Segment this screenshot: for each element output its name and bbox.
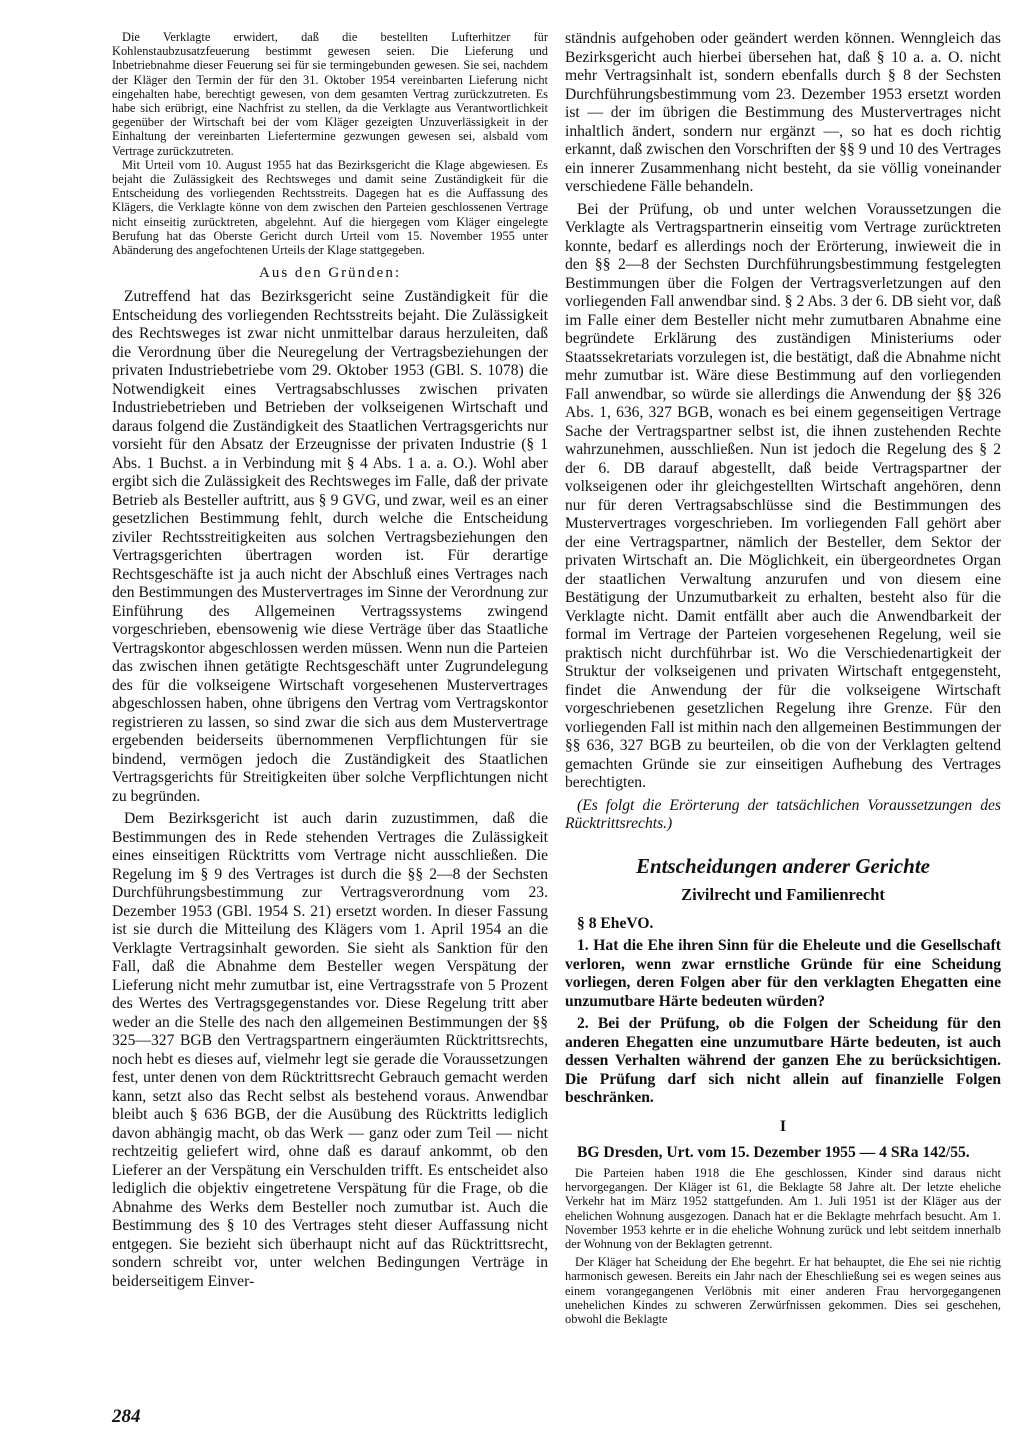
body-paragraph-1: Zutreffend hat das Bezirksgericht seine Zuständigkeit für die Entscheidung des vorliegenden Rechtsstreits bejaht. Die Zulässigkeit des Rechtsweges ist zwar nicht unmittelbar daraus herzuleiten, daß die Verordnung über die Neuregelung der Vertragsbeziehungen der privaten Industriebetriebe vom 29. Oktober 1953 (GBl. S. 1078) die Notwendigkeit eines Vertragsabschlusses zwischen privaten Industriebetrieben und Betrieben der volkseigenen Wirtschaft und daraus folgend die Zuständigkeit des Staatlichen Vertragsgerichts nur vorsieht für den Absatz der Erzeugnisse der privaten Industrie (§ 1 Abs. 1 Buchst. a in Verbindung mit § 4 Abs. 1 a. a. O.). Wohl aber ergibt sich die Zulässigkeit des Rechtsweges im Falle, daß der private Betrieb als Besteller auftritt, aus § 9 GVG, und zwar, weil es an einer gesetzlichen Bestimmung fehlt, durch welche die Entscheidung ziviler Rechtsstreitigkeiten aus solchen Vertragsbeziehungen den Vertragsgerichten übertragen worden ist. Für derartige Rechtsgeschäfte ist ja auch nicht der Abschluß eines Vertrages nach den Bestimmungen des Mustervertrages im Sinne der Verordnung zur Einführung des Allgemeinen Vertragssystems zwingend vorgeschrieben, ebensowenig wie diese Verträge über das Staatliche Vertragskontor abgeschlossen werden müssen. Wenn nun die Parteien das zwischen ihnen getätigte Rechtsgeschäft unter Zugrundelegung des für die volkseigene Wirtschaft vorgesehenen Mustervertrages abgeschlossen haben, ohne übrigens den Vertrag vom Vertragskontor registrieren zu lassen, so sind zwar die sich aus dem Mustervertrage ergebenden beiderseits übernommenen Verpflichtungen für sie bindend, vermögen jedoch die Zuständigkeit des Staatlichen Vertragsgerichts für Streitigkeiten über solche Verpflichtungen nicht zu begründen. [112, 288, 548, 805]
right-column [565, 30, 1001, 1326]
headnote-2: 2. Bei der Prüfung, ob die Folgen der Scheidung für den anderen Ehegatten eine unzumutbare Härte bedeuten, ist auch dessen Verhalten während der ganzen Ehe zu berücksichtigen. Die Prüfung darf sich nicht allein auf finanzielle Folgen beschränken. [565, 1015, 1001, 1106]
body-paragraph-continued: ständnis aufgehoben oder geändert werden können. Wenngleich das Bezirksgericht auch hierbei übersehen hat, daß § 10 a. a. O. nicht mehr Vertragsinhalt ist, sondern ebenfalls durch § 8 der Sechsten Durchführungsbestimmung vom 23. Dezember 1953 ersetzt worden ist — der im übrigen die Bestimmung des Mustervertrages nicht inhaltlich ändert, sondern nur ergänzt —, so hat es doch richtig erkannt, daß zwischen den Vorschriften der §§ 9 und 10 des Vertrages ein innerer Zusammenhang nicht besteht, da sie völlig voneinander verschiedene Fälle behandeln. [565, 30, 1001, 195]
intro-paragraph-2: Mit Urteil vom 10. August 1955 hat das Bezirksgericht die Klage abgewiesen. Es bejaht die Zulässigkeit des Rechtsweges und damit seine Zuständigkeit für die Entscheidung des vorliegenden Rechtsstreits. Dagegen hat es die Auffassung des Klägers, die Verklagte könne von dem zwischen den Parteien geschlossenen Vertrage nicht einseitig zurücktreten, abgelehnt. Auf die hiergegen vom Kläger eingelegte Berufung hat das Oberste Gericht durch Urteil vom 15. November 1955 unter Abänderung des angefochtenen Urteils der Klage stattgegeben. [112, 157, 548, 258]
section-heading-grounds: Aus den Gründen: [259, 265, 401, 282]
body-paragraph-3: Bei der Prüfung, ob und unter welchen Voraussetzungen die Verklagte als Vertragspartnerin einseitig vom Vertrage zurücktreten konnte, bedarf es allerdings noch der Erörterung, inwieweit die in den §§ 2—8 der Sechsten Durchführungsbestimmung festgelegten Bestimmungen über die Folgen der Vertragsverletzungen auf den vorliegenden Fall anwendbar sind. § 2 Abs. 3 der 6. DB sieht vor, daß im Falle einer dem Besteller nicht mehr zumutbaren Abnahme eine begründete Erklärung des zuständigen Ministeriums oder Staatssekretariats vorzulegen ist, die bestätigt, daß die Abnahme nicht mehr zumutbar ist. Wäre diese Bestimmung auf den vorliegenden Fall anwendbar, so würde sie allerdings die Anwendung der §§ 326 Abs. 1, 636, 327 BGB, wonach es bei einem gegenseitigen Vertrage Sache der Vertragspartner selbst ist, die ihnen zustehenden Rechte wahrzunehmen, ausschließen. Nun ist jedoch die Regelung des § 2 der 6. DB darauf abgestellt, daß beide Vertragspartner der volkseigenen oder ihr gleichgestellten Wirtschaft angehören, denn nur für deren Vertragsabschlüsse sind die Bestimmungen des Mustervertrages vorgeschrieben. Im vorliegenden Fall gehört aber der eine Vertragspartner, nämlich der Besteller, dem Sektor der privaten Wirtschaft an. Die Möglichkeit, ein übergeordnetes Organ der staatlichen Verwaltung anzurufen und von diesem eine Bestätigung der Unzumutbarkeit zu erhalten, besteht also für die Verklagte nicht. Damit entfällt aber auch die Anwendbarkeit der formal im Vertrage der Parteien vorgesehenen Regelung, weil sie praktisch nicht durchführbar ist. Wo die Verschiedenartigkeit der Struktur der volkseigenen und privaten Wirtschaft entgegensteht, findet die Anwendung der für die volkseigene Wirtschaft vorgeschriebenen gesetzlichen Regelung ihre Grenze. Für den vorliegenden Fall ist mithin nach den allgemeinen Bestimmungen der §§ 636, 327 BGB zu beurteilen, ob die von der Verklagten geltend gemachten Gründe sie zur einseitigen Aufhebung des Vertrages berechtigten. [565, 200, 1001, 791]
case-paragraph-2: Der Kläger hat Scheidung der Ehe begehrt. Er hat behauptet, die Ehe sei nie richtig harmonisch gewesen. Bereits ein Jahr nach der Eheschließung sei es wegen seines aus einem vorangegangenen Verlöbnis mit einer anderen Frau hervorgegangenen unehelichen Kindes zu schweren Zerwürfnissen gekommen. Dies sei geschehen, obwohl die Beklagte [565, 1255, 1001, 1327]
roman-numeral: I [779, 1117, 787, 1135]
left-column [112, 30, 548, 1291]
subsection-title: Zivilrecht und Familienrecht [681, 884, 885, 904]
page-number: 284 [112, 1406, 141, 1427]
intro-paragraph-1: Die Verklagte erwidert, daß die bestellten Lufterhitzer für Kohlenstaubzusatzfeuerung bestimmt gewesen seien. Die Lieferung und Inbetriebnahme dieser Feuerung sei für sie termingebunden gewesen. Sie sei, nachdem der Kläger den Termin der für den 31. Oktober 1954 vereinbarten Lieferung nicht eingehalten habe, berechtigt gewesen, von dem gesamten Vertrag zurückzutreten. Es habe sich erübrigt, eine Nachfrist zu stellen, da die Verklagte aus Verantwortlichkeit gegenüber der Wirtschaft bei der vom Kläger gezeigten Unzuverlässigkeit in der Einhaltung der vereinbarten Liefertermine gezwungen gewesen sei, alsbald vom Vertrage zurückzutreten. [112, 30, 548, 158]
section-title: Entscheidungen anderer Gerichte [635, 853, 931, 878]
body-paragraph-2: Dem Bezirksgericht ist auch darin zuzustimmen, daß die Bestimmungen des in Rede stehenden Vertrages die Zulässigkeit eines einseitigen Rücktritts vom Vertrage nicht ausschließen. Die Regelung im § 9 des Vertrages ist durch die §§ 2—8 der Sechsten Durchführungsbestimmung zur Vertragsverordnung vom 23. Dezember 1953 (GBl. 1954 S. 21) ersetzt worden. In dieser Fassung ist sie durch die Mitteilung des Klägers vom 1. April 1954 an die Verklagte Vertragsinhalt geworden. Sie sieht als Sanktion für den Fall, daß die Abnahme dem Besteller wegen Verspätung der Lieferung nicht mehr zumutbar ist, eine Vertragsstrafe von 5 Prozent des Wertes des Vertragsgegenstandes vor. Diese Regelung tritt aber weder an die Stelle des nach den allgemeinen Bestimmungen der §§ 325—327 BGB den Vertragspartnern eingeräumten Rücktrittsrechts, noch hebt es dieses auf, vielmehr legt sie gerade die Voraussetzungen fest, unter denen von dem Rücktrittsrecht Gebrauch gemacht werden kann, setzt also das Recht selbst als bestehend voraus. Anwendbar bleibt auch § 636 BGB, der die Ausübung des Rücktritts lediglich davon abhängig macht, ob das Werk — ganz oder zum Teil — nicht rechtzeitig geliefert wird, ohne daß es darauf ankommt, ob den Lieferer an der Verspätung ein Verschulden trifft. Es entscheidet also lediglich die objektiv eingetretene Verspätung für die Frage, ob die Abnahme des Werks dem Besteller noch zumutbar ist. Auch die Bestimmung des § 10 des Vertrages steht dieser Auffassung nicht entgegen. Sie bezieht sich überhaupt nicht auf das Rücktrittsrecht, sondern schreibt vor, unter welchen Bedingungen Verträge in beiderseitigem Einver- [112, 810, 548, 1290]
case-paragraph-1: Die Parteien haben 1918 die Ehe geschlossen, Kinder sind daraus nicht hervorgegangen. Der Kläger ist 61, die Beklagte 58 Jahre alt. Der letzte eheliche Verkehr hat im März 1952 stattgefunden. Am 1. Juli 1951 ist der Kläger aus der ehelichen Wohnung ausgezogen. Danach hat er die Beklagte mehrfach besucht. Am 1. November 1953 kehrte er in die eheliche Wohnung zurück und lebt seitdem innerhalb der Wohnung von der Beklagten getrennt. [565, 1166, 1001, 1252]
italic-note: (Es folgt die Erörterung der tatsächlichen Voraussetzungen des Rücktrittsrechts.) [565, 796, 1001, 832]
headnote-1: 1. Hat die Ehe ihren Sinn für die Eheleute und die Gesellschaft verloren, wenn zwar ernstliche Gründe für eine Scheidung vorliegen, deren Folgen aber für den verklagten Ehegatten eine unzumutbare Härte bedeuten würden? [565, 937, 1001, 1010]
statute-reference: § 8 EheVO. [577, 914, 654, 932]
case-citation: BG Dresden, Urt. vom 15. Dezember 1955 — 4 SRa 142/55. [577, 1143, 970, 1161]
